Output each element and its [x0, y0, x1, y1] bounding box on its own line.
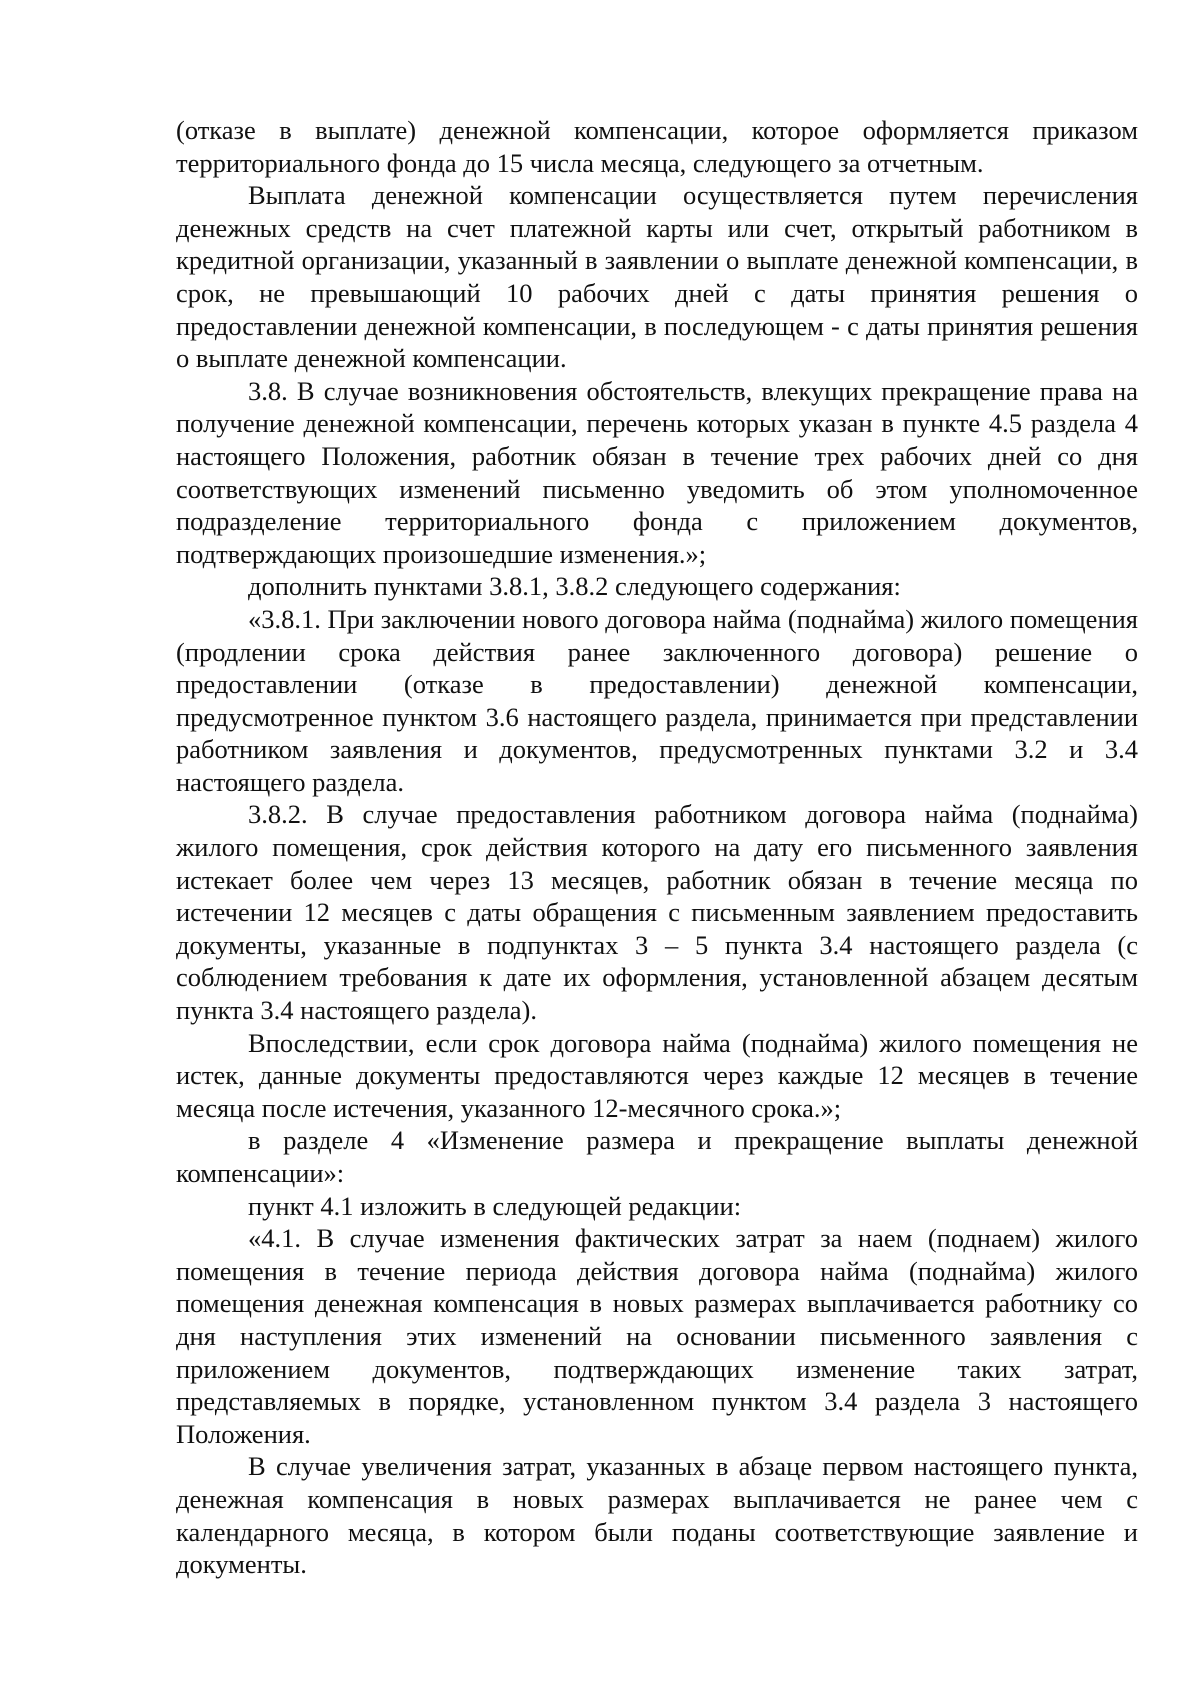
paragraph-4-1-intro: пункт 4.1 изложить в следующей редакции:: [248, 1190, 742, 1221]
paragraph-4-1: «4.1. В случае изменения фактических затрат за наем (поднаем) жилого помещения в течение периода действия договора найма (поднайма) жилого помещения денежная компенсация в новых размерах выплачивается работнику со дня наступления этих изменений на основании письменного заявления с приложением документов, подтверждающих изменение таких затрат, представляемых в порядке, установленном пунктом 3.4 раздела 3 настоящего Положения.: [176, 1223, 1138, 1449]
paragraph-amendment-intro: дополнить пунктами 3.8.1, 3.8.2 следующего содержания:: [248, 571, 901, 602]
document-body: [176, 114, 1138, 1581]
paragraph-payment-method: Выплата денежной компенсации осуществляется путем перечисления денежных средств на счет платежной карты или счет, открытый работником в кредитной организации, указанный в заявлении о выплате денежной компенсации, в срок, не превышающий 10 рабочих дней с даты принятия решения о предоставлении денежной компенсации, в последующем - с даты принятия решения о выплате денежной компенсации.: [176, 180, 1138, 374]
paragraph-3-8: 3.8. В случае возникновения обстоятельств, влекущих прекращение права на получение денежной компенсации, перечень которых указан в пункте 4.5 раздела 4 настоящего Положения, работник обязан в течение трех рабочих дней со дня соответствующих изменений письменно уведомить об этом уполномоченное подразделение территориального фонда с приложением документов, подтверждающих произошедшие изменения.»;: [176, 375, 1138, 569]
paragraph-section-4: в разделе 4 «Изменение размера и прекращение выплаты денежной компенсации»:: [176, 1125, 1138, 1188]
paragraph-3-8-2: 3.8.2. В случае предоставления работником договора найма (поднайма) жилого помещения, срок действия которого на дату его письменного заявления истекает более чем через 13 месяцев, работник обязан в течение месяца по истечении 12 месяцев с даты обращения с письменным заявлением предоставить документы, указанные в подпунктах 3 – 5 пункта 3.4 настоящего раздела (с соблюдением требования к дате их оформления, установленной абзацем десятым пункта 3.4 настоящего раздела).: [176, 799, 1138, 1026]
paragraph-subsequently: Впоследствии, если срок договора найма (поднайма) жилого помещения не истек, данные документы предоставляются через каждые 12 месяцев в течение месяца после истечения, указанного 12-месячного срока.»;: [176, 1027, 1138, 1123]
paragraph-3-8-1: «3.8.1. При заключении нового договора найма (поднайма) жилого помещения (продлении срока действия ранее заключенного договора) решение о предоставлении (отказе в предоставлении) денежной компенсации, предусмотренное пунктом 3.6 настоящего раздела, принимается при представлении работником заявления и документов, предусмотренных пунктами 3.2 и 3.4 настоящего раздела.: [176, 603, 1138, 797]
paragraph-continuation: (отказе в выплате) денежной компенсации, которое оформляется приказом территориального фонда до 15 числа месяца, следующего за отчетным.: [176, 115, 1138, 178]
paragraph-increase-costs: В случае увеличения затрат, указанных в абзаце первом настоящего пункта, денежная компенсация в новых размерах выплачивается не ранее чем с календарного месяца, в котором были поданы соответствующие заявление и документы.: [176, 1451, 1138, 1580]
